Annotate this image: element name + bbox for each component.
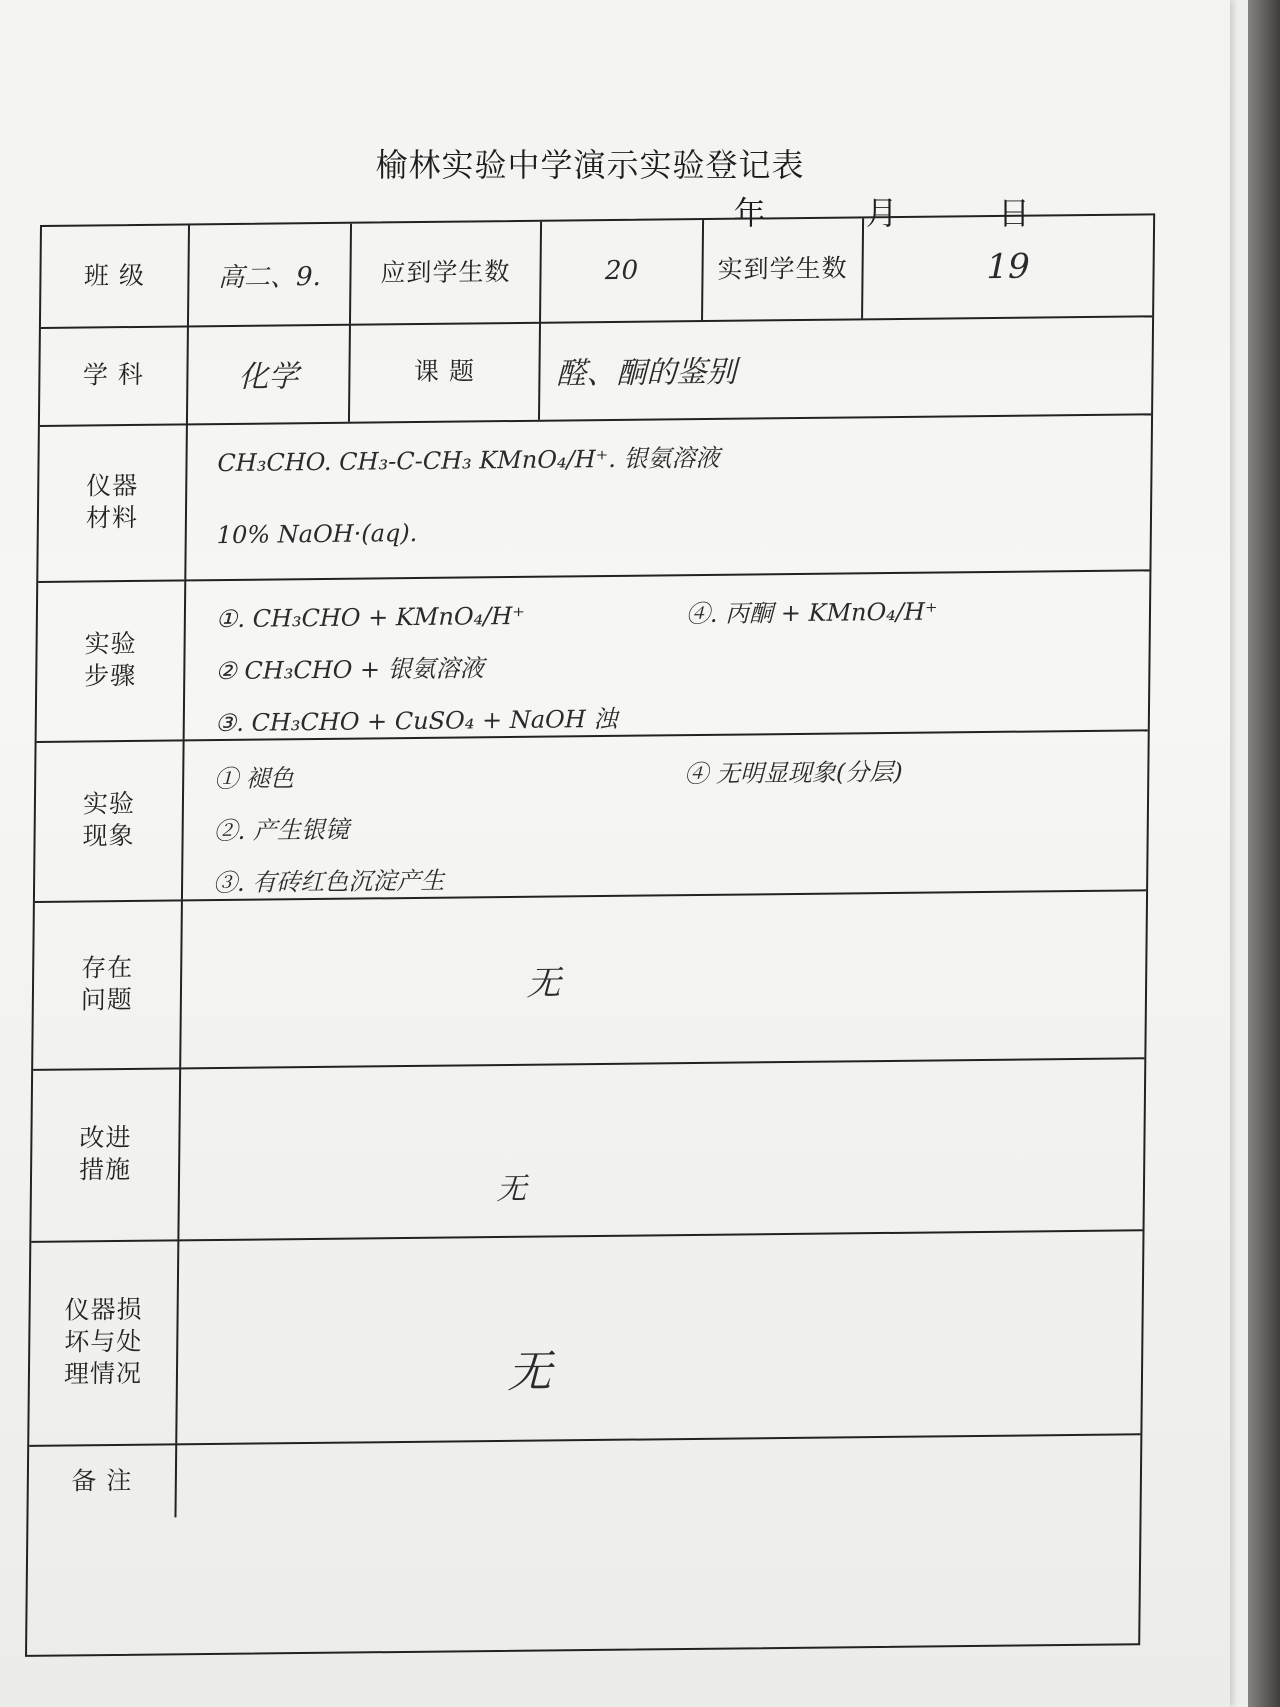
materials-line-1: CH₃CHO. CH₃-C-CH₃ KMnO₄/H⁺. 银氨溶液: [217, 443, 720, 478]
expected-students-value: 20: [604, 255, 639, 287]
subject-value-cell: [188, 324, 351, 424]
improvements-content-cell: [179, 1057, 1144, 1239]
problems-value: 无: [526, 963, 561, 1004]
expected-label-cell: [351, 222, 542, 324]
phenomenon-2: ②. 产生银镜: [213, 815, 350, 846]
steps-label-cell: [37, 579, 187, 741]
problems-content-cell: [181, 889, 1146, 1067]
improvements-label-cell: [31, 1067, 181, 1241]
topic-value-cell: [540, 315, 1152, 419]
step-4: ④. 丙酮 + KMnO₄/H⁺: [685, 597, 938, 629]
actual-students-label: 实到学生数: [717, 253, 848, 284]
row-class-info: [41, 215, 1153, 329]
row-steps: [37, 569, 1150, 743]
materials-content-cell: [186, 413, 1151, 579]
class-label: 班 级: [83, 260, 146, 291]
phenomena-content-cell: [183, 729, 1148, 899]
date-day: 日: [997, 194, 1030, 232]
materials-label: 仪器 材料: [85, 470, 139, 533]
row-subject: [40, 315, 1152, 427]
actual-students-value: 19: [986, 246, 1030, 288]
date-year: 年: [733, 194, 766, 232]
registration-table: [25, 213, 1155, 1657]
phenomena-label: 实验 现象: [82, 788, 136, 851]
row-remarks: [28, 1433, 1140, 1519]
subject-value: 化学: [238, 359, 299, 395]
topic-value: 醛、酮的鉴别: [556, 354, 737, 392]
problems-label: 存在 问题: [80, 952, 134, 1015]
topic-label: 课 题: [413, 356, 476, 387]
step-3: ③. CH₃CHO + CuSO₄ + NaOH 浊: [214, 704, 618, 738]
row-phenomena: [35, 729, 1148, 903]
damage-label: 仪器损 坏与处 理情况: [63, 1294, 143, 1389]
remarks-label-cell: [28, 1443, 177, 1519]
row-materials: [38, 413, 1151, 583]
step-2: ② CH₃CHO + 银氨溶液: [215, 654, 484, 686]
improvements-label: 改进 措施: [78, 1122, 132, 1185]
actual-label-cell: [703, 218, 864, 320]
remarks-content-cell: [176, 1433, 1140, 1517]
row-improvements: [31, 1057, 1144, 1243]
subject-label-cell: [40, 325, 189, 425]
phenomenon-3: ③. 有砖红色沉淀产生: [212, 866, 445, 898]
class-label-cell: [41, 225, 190, 327]
remarks-label: 备 注: [71, 1465, 133, 1496]
expected-value-cell: [541, 220, 704, 322]
expected-students-label: 应到学生数: [380, 257, 511, 288]
improvements-value: 无: [496, 1171, 527, 1208]
materials-label-cell: [38, 423, 188, 581]
class-value: 高二、9.: [217, 261, 322, 293]
damage-content-cell: [177, 1229, 1142, 1443]
subject-label: 学 科: [82, 359, 145, 390]
step-1: ①. CH₃CHO + KMnO₄/H⁺: [215, 601, 526, 634]
row-damage: [29, 1229, 1142, 1447]
steps-line-1: [216, 584, 1130, 646]
phenomena-label-cell: [35, 739, 185, 901]
form-title: 榆林实验中学演示实验登记表: [375, 146, 805, 184]
phenomena-line-1: [214, 744, 1128, 806]
steps-content-cell: [185, 569, 1150, 739]
materials-line-2: 10% NaOH·(aq).: [216, 518, 418, 550]
phenomenon-4: ④ 无明显现象(分层): [684, 757, 903, 789]
steps-label: 实验 步骤: [84, 628, 137, 691]
actual-value-cell: [863, 215, 1153, 318]
row-problems: [33, 889, 1146, 1071]
date-month: 月: [865, 194, 898, 232]
topic-label-cell: [350, 322, 541, 422]
damage-value: 无: [507, 1346, 552, 1398]
phenomenon-1: ① 褪色: [214, 764, 295, 794]
class-value-cell: [189, 224, 352, 326]
